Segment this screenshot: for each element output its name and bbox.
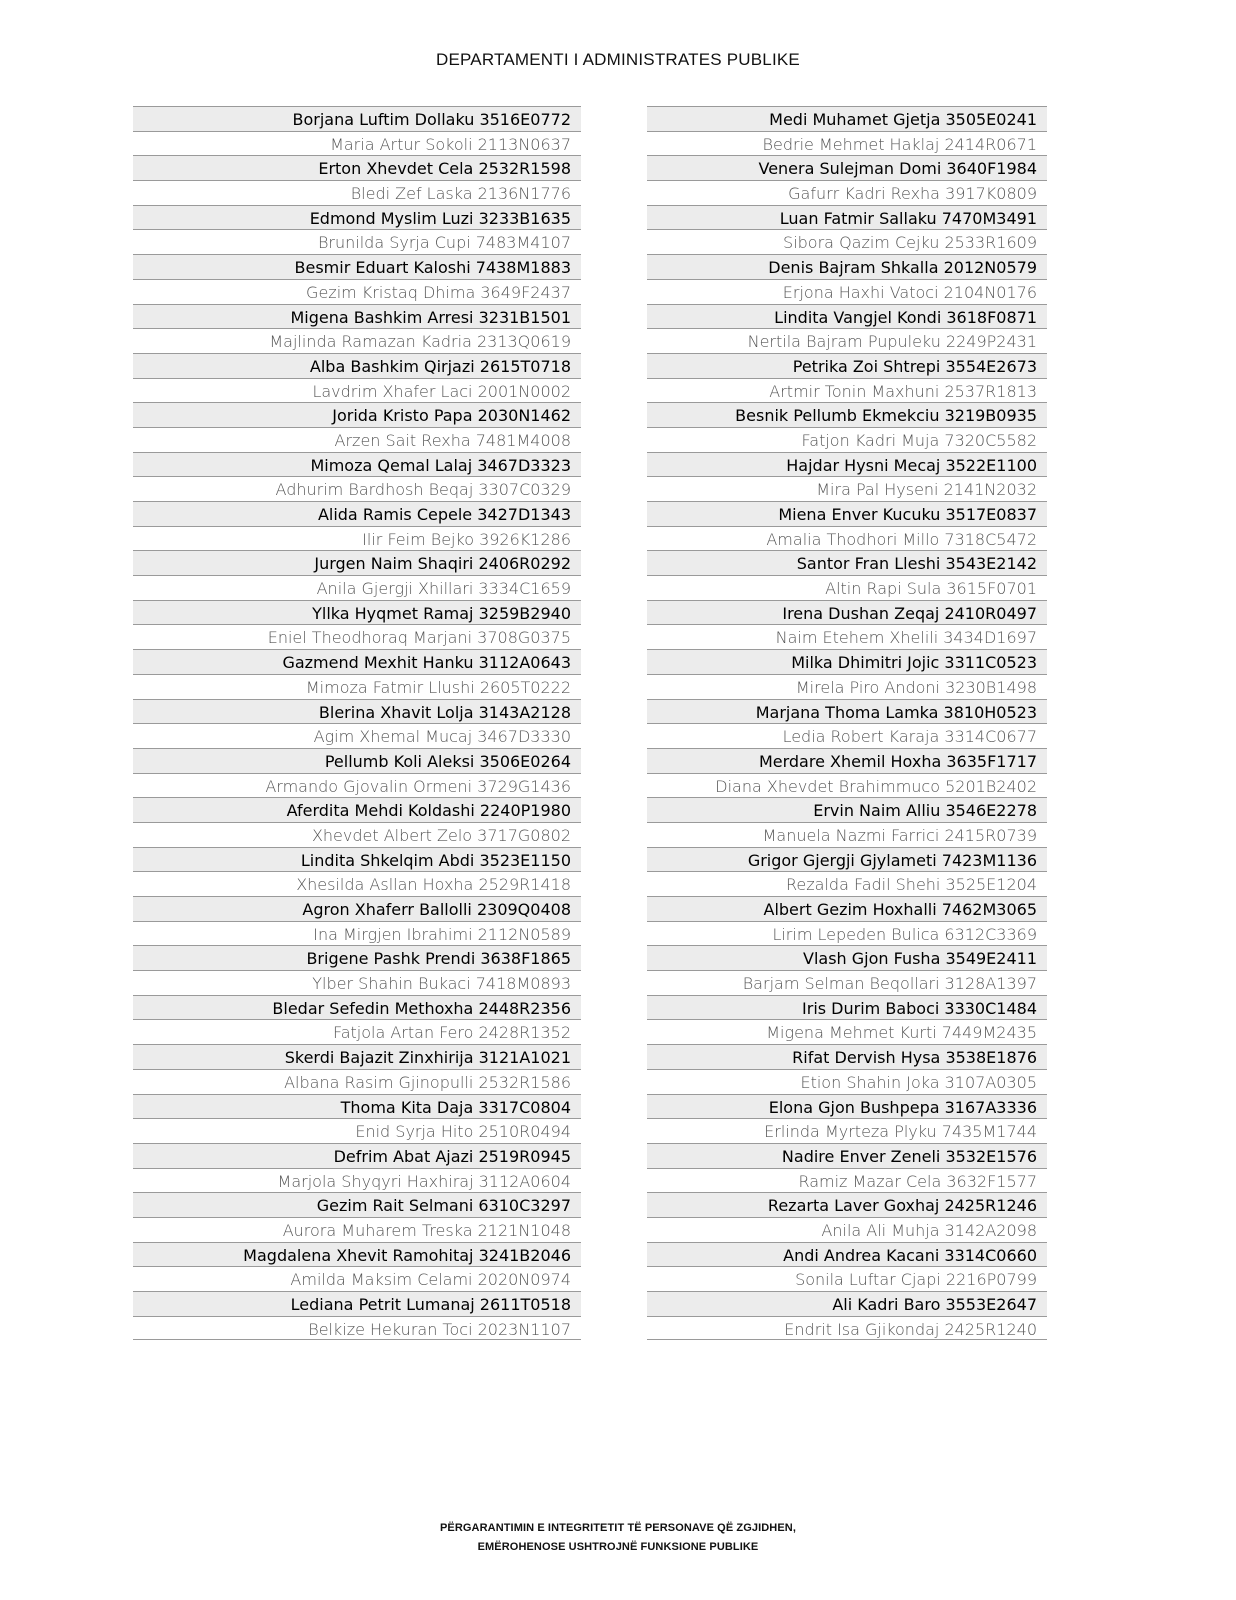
list-item: Gazmend Mexhit Hanku 3112A0643 bbox=[133, 649, 581, 674]
list-item: Erton Xhevdet Cela 2532R1598 bbox=[133, 155, 581, 180]
list-item: Gezim Kristaq Dhima 3649F2437 bbox=[133, 279, 581, 304]
list-item: Brunilda Syrja Cupi 7483M4107 bbox=[133, 229, 581, 254]
list-item: Denis Bajram Shkalla 2012N0579 bbox=[647, 254, 1047, 279]
list-item: Brigene Pashk Prendi 3638F1865 bbox=[133, 945, 581, 970]
list-item: Barjam Selman Beqollari 3128A1397 bbox=[647, 970, 1047, 995]
list-item: Defrim Abat Ajazi 2519R0945 bbox=[133, 1143, 581, 1168]
list-item: Petrika Zoi Shtrepi 3554E2673 bbox=[647, 353, 1047, 378]
list-item: Migena Bashkim Arresi 3231B1501 bbox=[133, 304, 581, 329]
list-item: Marjana Thoma Lamka 3810H0523 bbox=[647, 699, 1047, 724]
list-item: Rifat Dervish Hysa 3538E1876 bbox=[647, 1044, 1047, 1069]
list-item: Alba Bashkim Qirjazi 2615T0718 bbox=[133, 353, 581, 378]
list-item: Mirela Piro Andoni 3230B1498 bbox=[647, 674, 1047, 699]
footer-line-1: PËRGARANTIMIN E INTEGRITETIT TË PERSONAVE QË ZGJIDHEN, bbox=[439, 1522, 796, 1534]
list-item: Amalia Thodhori Millo 7318C5472 bbox=[647, 526, 1047, 551]
list-item: Lindita Vangjel Kondi 3618F0871 bbox=[647, 304, 1047, 329]
list-item: Ervin Naim Alliu 3546E2278 bbox=[647, 797, 1047, 822]
list-item: Thoma Kita Daja 3317C0804 bbox=[133, 1094, 581, 1119]
list-item: Aurora Muharem Treska 2121N1048 bbox=[133, 1217, 581, 1242]
list-item: Anila Ali Muhja 3142A2098 bbox=[647, 1217, 1047, 1242]
list-item: Naim Etehem Xhelili 3434D1697 bbox=[647, 624, 1047, 649]
list-item: Agim Xhemal Mucaj 3467D3330 bbox=[133, 723, 581, 748]
list-item: Elona Gjon Bushpepa 3167A3336 bbox=[647, 1094, 1047, 1119]
list-item: Maria Artur Sokoli 2113N0637 bbox=[133, 131, 581, 156]
list-item: Adhurim Bardhosh Beqaj 3307C0329 bbox=[133, 476, 581, 501]
list-item: Ledia Robert Karaja 3314C0677 bbox=[647, 723, 1047, 748]
list-item: Rezalda Fadil Shehi 3525E1204 bbox=[647, 871, 1047, 896]
list-item: Rezarta Laver Goxhaj 2425R1246 bbox=[647, 1192, 1047, 1217]
list-item: Santor Fran Lleshi 3543E2142 bbox=[647, 550, 1047, 575]
list-item: Yllka Hyqmet Ramaj 3259B2940 bbox=[133, 600, 581, 625]
list-item: Nadire Enver Zeneli 3532E1576 bbox=[647, 1143, 1047, 1168]
list-item: Grigor Gjergji Gjylameti 7423M1136 bbox=[647, 847, 1047, 872]
list-item: Lavdrim Xhafer Laci 2001N0002 bbox=[133, 378, 581, 403]
list-item: Besmir Eduart Kaloshi 7438M1883 bbox=[133, 254, 581, 279]
list-item: Etion Shahin Joka 3107A0305 bbox=[647, 1069, 1047, 1094]
left-name-list bbox=[133, 106, 581, 1340]
list-item: Enid Syrja Hito 2510R0494 bbox=[133, 1118, 581, 1143]
list-item: Merdare Xhemil Hoxha 3635F1717 bbox=[647, 748, 1047, 773]
list-item: Irena Dushan Zeqaj 2410R0497 bbox=[647, 600, 1047, 625]
list-item: Vlash Gjon Fusha 3549E2411 bbox=[647, 945, 1047, 970]
list-item: Fatjola Artan Fero 2428R1352 bbox=[133, 1019, 581, 1044]
list-item: Agron Xhaferr Ballolli 2309Q0408 bbox=[133, 896, 581, 921]
list-item: Fatjon Kadri Muja 7320C5582 bbox=[647, 427, 1047, 452]
list-item: Gezim Rait Selmani 6310C3297 bbox=[133, 1192, 581, 1217]
list-item: Armando Gjovalin Ormeni 3729G1436 bbox=[133, 773, 581, 798]
list-item: Borjana Luftim Dollaku 3516E0772 bbox=[133, 106, 581, 131]
list-item: Bledi Zef Laska 2136N1776 bbox=[133, 180, 581, 205]
list-item: Majlinda Ramazan Kadria 2313Q0619 bbox=[133, 328, 581, 353]
list-item: Aferdita Mehdi Koldashi 2240P1980 bbox=[133, 797, 581, 822]
list-item: Venera Sulejman Domi 3640F1984 bbox=[647, 155, 1047, 180]
list-item: Sonila Luftar Cjapi 2216P0799 bbox=[647, 1266, 1047, 1291]
list-item: Iris Durim Baboci 3330C1484 bbox=[647, 995, 1047, 1020]
list-item: Xhesilda Asllan Hoxha 2529R1418 bbox=[133, 871, 581, 896]
list-item: Erjona Haxhi Vatoci 2104N0176 bbox=[647, 279, 1047, 304]
list-item: Pellumb Koli Aleksi 3506E0264 bbox=[133, 748, 581, 773]
list-item: Magdalena Xhevit Ramohitaj 3241B2046 bbox=[133, 1242, 581, 1267]
list-item: Albana Rasim Gjinopulli 2532R1586 bbox=[133, 1069, 581, 1094]
list-item: Bledar Sefedin Methoxha 2448R2356 bbox=[133, 995, 581, 1020]
list-item: Andi Andrea Kacani 3314C0660 bbox=[647, 1242, 1047, 1267]
list-item: Lediana Petrit Lumanaj 2611T0518 bbox=[133, 1291, 581, 1316]
list-item: Medi Muhamet Gjetja 3505E0241 bbox=[647, 106, 1047, 131]
list-item: Ali Kadri Baro 3553E2647 bbox=[647, 1291, 1047, 1316]
footer-line-2: EMËROHENOSE USHTROJNË FUNKSIONE PUBLIKE bbox=[477, 1541, 759, 1553]
list-item: Belkize Hekuran Toci 2023N1107 bbox=[133, 1316, 581, 1341]
list-item: Jurgen Naim Shaqiri 2406R0292 bbox=[133, 550, 581, 575]
list-item: Nertila Bajram Pupuleku 2249P2431 bbox=[647, 328, 1047, 353]
list-item: Mimoza Fatmir Llushi 2605T0222 bbox=[133, 674, 581, 699]
list-item: Besnik Pellumb Ekmekciu 3219B0935 bbox=[647, 402, 1047, 427]
list-item: Ilir Feim Bejko 3926K1286 bbox=[133, 526, 581, 551]
list-item: Anila Gjergji Xhillari 3334C1659 bbox=[133, 575, 581, 600]
footer bbox=[0, 1519, 1236, 1557]
list-item: Hajdar Hysni Mecaj 3522E1100 bbox=[647, 452, 1047, 477]
list-item: Bedrie Mehmet Haklaj 2414R0671 bbox=[647, 131, 1047, 156]
list-item: Altin Rapi Sula 3615F0701 bbox=[647, 575, 1047, 600]
list-item: Eniel Theodhoraq Marjani 3708G0375 bbox=[133, 624, 581, 649]
list-item: Skerdi Bajazit Zinxhirija 3121A1021 bbox=[133, 1044, 581, 1069]
list-item: Mira Pal Hyseni 2141N2032 bbox=[647, 476, 1047, 501]
list-item: Blerina Xhavit Lolja 3143A2128 bbox=[133, 699, 581, 724]
list-item: Arzen Sait Rexha 7481M4008 bbox=[133, 427, 581, 452]
list-item: Ylber Shahin Bukaci 7418M0893 bbox=[133, 970, 581, 995]
list-item: Luan Fatmir Sallaku 7470M3491 bbox=[647, 205, 1047, 230]
list-item: Miena Enver Kucuku 3517E0837 bbox=[647, 501, 1047, 526]
right-name-list bbox=[647, 106, 1047, 1340]
list-item: Amilda Maksim Celami 2020N0974 bbox=[133, 1266, 581, 1291]
list-item: Erlinda Myrteza Plyku 7435M1744 bbox=[647, 1118, 1047, 1143]
list-item: Endrit Isa Gjikondaj 2425R1240 bbox=[647, 1316, 1047, 1341]
page-title: DEPARTAMENTI I ADMINISTRATES PUBLIKE bbox=[436, 50, 800, 69]
list-item: Milka Dhimitri Jojic 3311C0523 bbox=[647, 649, 1047, 674]
list-item: Sibora Qazim Cejku 2533R1609 bbox=[647, 229, 1047, 254]
list-item: Albert Gezim Hoxhalli 7462M3065 bbox=[647, 896, 1047, 921]
list-item: Lindita Shkelqim Abdi 3523E1150 bbox=[133, 847, 581, 872]
list-item: Migena Mehmet Kurti 7449M2435 bbox=[647, 1019, 1047, 1044]
list-item: Ramiz Mazar Cela 3632F1577 bbox=[647, 1168, 1047, 1193]
list-item: Ina Mirgjen Ibrahimi 2112N0589 bbox=[133, 921, 581, 946]
list-item: Gafurr Kadri Rexha 3917K0809 bbox=[647, 180, 1047, 205]
list-item: Mimoza Qemal Lalaj 3467D3323 bbox=[133, 452, 581, 477]
list-item: Artmir Tonin Maxhuni 2537R1813 bbox=[647, 378, 1047, 403]
list-item: Diana Xhevdet Brahimmuco 5201B2402 bbox=[647, 773, 1047, 798]
list-item: Manuela Nazmi Farrici 2415R0739 bbox=[647, 822, 1047, 847]
list-item: Marjola Shyqyri Haxhiraj 3112A0604 bbox=[133, 1168, 581, 1193]
list-item: Lirim Lepeden Bulica 6312C3369 bbox=[647, 921, 1047, 946]
list-item: Edmond Myslim Luzi 3233B1635 bbox=[133, 205, 581, 230]
list-item: Xhevdet Albert Zelo 3717G0802 bbox=[133, 822, 581, 847]
list-item: Jorida Kristo Papa 2030N1462 bbox=[133, 402, 581, 427]
list-item: Alida Ramis Cepele 3427D1343 bbox=[133, 501, 581, 526]
